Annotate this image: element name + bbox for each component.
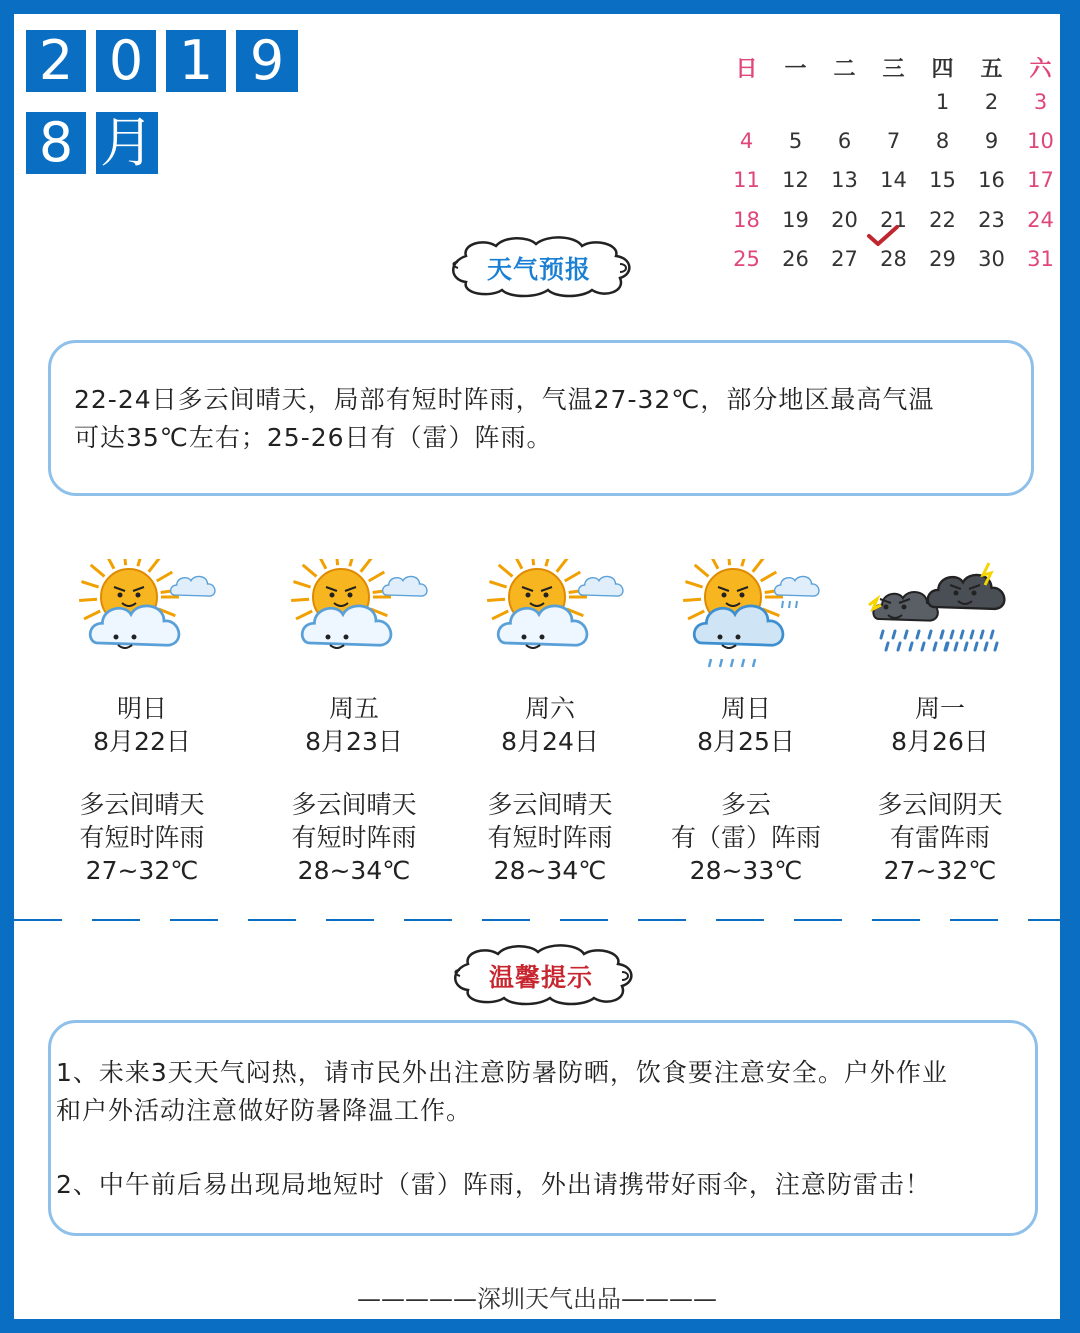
poster (14, 14, 1060, 1319)
day-forecast (460, 559, 640, 887)
tip-1-line-1: 1、未来3天天气闷热，请市民外出注意防暑防晒，饮食要注意安全。户外作业 (56, 1058, 948, 1087)
day-weather-detail: 有短时阵雨 (487, 823, 613, 852)
day-date: 8月26日 (891, 727, 989, 756)
forecast-summary (74, 381, 1014, 457)
calendar-day: 30 (978, 246, 1005, 271)
calendar-day: 22 (929, 207, 956, 232)
calendar-day: 3 (1033, 90, 1048, 114)
calendar-day: 24 (1027, 207, 1054, 232)
day-temperature: 27~32℃ (85, 856, 199, 885)
day-temperature: 28~33℃ (689, 856, 803, 885)
day-temperature: 28~34℃ (493, 856, 607, 885)
year-digit-2: 0 (96, 30, 156, 92)
calendar-day: 5 (788, 129, 803, 154)
day-weather: 多云 (720, 790, 771, 819)
day-forecast (264, 559, 444, 887)
forecast-summary-line-1: 22-24日多云间晴天，局部有短时阵雨，气温27-32℃，部分地区最高气温 (74, 385, 935, 414)
year-digit-1: 2 (26, 30, 86, 92)
month-char: 月 (96, 112, 158, 174)
forecast-title-badge (444, 236, 634, 298)
calendar-day: 7 (886, 129, 901, 154)
day-date: 8月22日 (93, 727, 191, 756)
day-name: 明日 (116, 694, 167, 723)
calendar-day: 16 (978, 168, 1005, 193)
weekday-header: 日 (735, 57, 758, 82)
year-digit-4: 9 (236, 30, 298, 92)
calendar-day: 17 (1027, 168, 1054, 193)
calendar-day: 1 (935, 90, 950, 114)
day-weather: 多云间晴天 (291, 790, 417, 819)
calendar-day: 26 (782, 246, 809, 271)
weekday-header: 六 (1029, 57, 1052, 82)
thunderstorm-icon (850, 559, 1030, 674)
day-date: 8月24日 (501, 727, 599, 756)
day-name: 周一 (914, 694, 965, 723)
calendar-day: 15 (929, 168, 956, 193)
tip-2: 2、中午前后易出现局地短时（雷）阵雨，外出请携带好雨伞，注意防雷击！ (56, 1170, 931, 1199)
calendar-day-marked: 21 (880, 207, 907, 232)
day-date: 8月23日 (305, 727, 403, 756)
day-name: 周六 (524, 694, 575, 723)
calendar-day: 8 (935, 129, 950, 154)
tips-title-badge (446, 944, 636, 1006)
calendar-day: 2 (984, 90, 999, 114)
tips-title: 温馨提示 (488, 963, 593, 992)
calendar-day: 28 (880, 246, 907, 271)
day-forecast (656, 559, 836, 887)
calendar-day: 31 (1027, 246, 1054, 271)
weekday-header: 一 (784, 57, 807, 82)
calendar-day: 11 (733, 168, 760, 193)
footer-credit: —————深圳天气出品———— (357, 1285, 717, 1313)
weekday-header: 四 (931, 57, 954, 82)
calendar-day: 27 (831, 246, 858, 271)
month-digit: 8 (26, 112, 86, 174)
calendar-day: 20 (831, 207, 858, 232)
day-temperature: 28~34℃ (297, 856, 411, 885)
weekday-header: 二 (833, 57, 856, 82)
day-temperature: 27~32℃ (883, 856, 997, 885)
day-name: 周日 (720, 694, 771, 723)
day-weather-detail: 有雷阵雨 (889, 823, 990, 852)
year-digit-3: 1 (166, 30, 226, 92)
calendar-day: 14 (880, 168, 907, 193)
day-forecast (52, 559, 232, 887)
sun-cloud-rain-icon (656, 559, 836, 674)
day-weather-detail: 有短时阵雨 (291, 823, 417, 852)
day-date: 8月25日 (697, 727, 795, 756)
sun-cloud-icon (264, 559, 444, 674)
tip-1-line-2: 和户外活动注意做好防暑降温工作。 (56, 1096, 473, 1125)
day-weather: 多云间阴天 (877, 790, 1003, 819)
day-name: 周五 (328, 694, 379, 723)
weekday-header: 五 (980, 57, 1003, 82)
dashed-divider (14, 919, 1060, 921)
forecast-summary-line-2: 可达35℃左右；25-26日有（雷）阵雨。 (74, 423, 553, 452)
day-weather-detail: 有短时阵雨 (79, 823, 205, 852)
calendar-day: 6 (837, 129, 852, 154)
calendar-day: 10 (1027, 129, 1054, 154)
calendar-day: 18 (733, 207, 760, 232)
day-weather: 多云间晴天 (79, 790, 205, 819)
calendar-day: 9 (984, 129, 999, 154)
calendar-day: 4 (739, 129, 754, 154)
weekday-header: 三 (882, 57, 905, 82)
calendar-day: 29 (929, 246, 956, 271)
tip-1 (56, 1054, 1036, 1130)
calendar-day: 13 (831, 168, 858, 193)
checkmark-icon (866, 224, 900, 248)
forecast-title: 天气预报 (486, 255, 591, 284)
day-weather-detail: 有（雷）阵雨 (670, 823, 821, 852)
calendar-day: 12 (782, 168, 809, 193)
sun-cloud-icon (460, 559, 640, 674)
sun-cloud-icon (52, 559, 232, 674)
calendar-day: 25 (733, 246, 760, 271)
day-forecast (850, 559, 1030, 887)
day-weather: 多云间晴天 (487, 790, 613, 819)
calendar-day: 19 (782, 207, 809, 232)
calendar-day: 23 (978, 207, 1005, 232)
